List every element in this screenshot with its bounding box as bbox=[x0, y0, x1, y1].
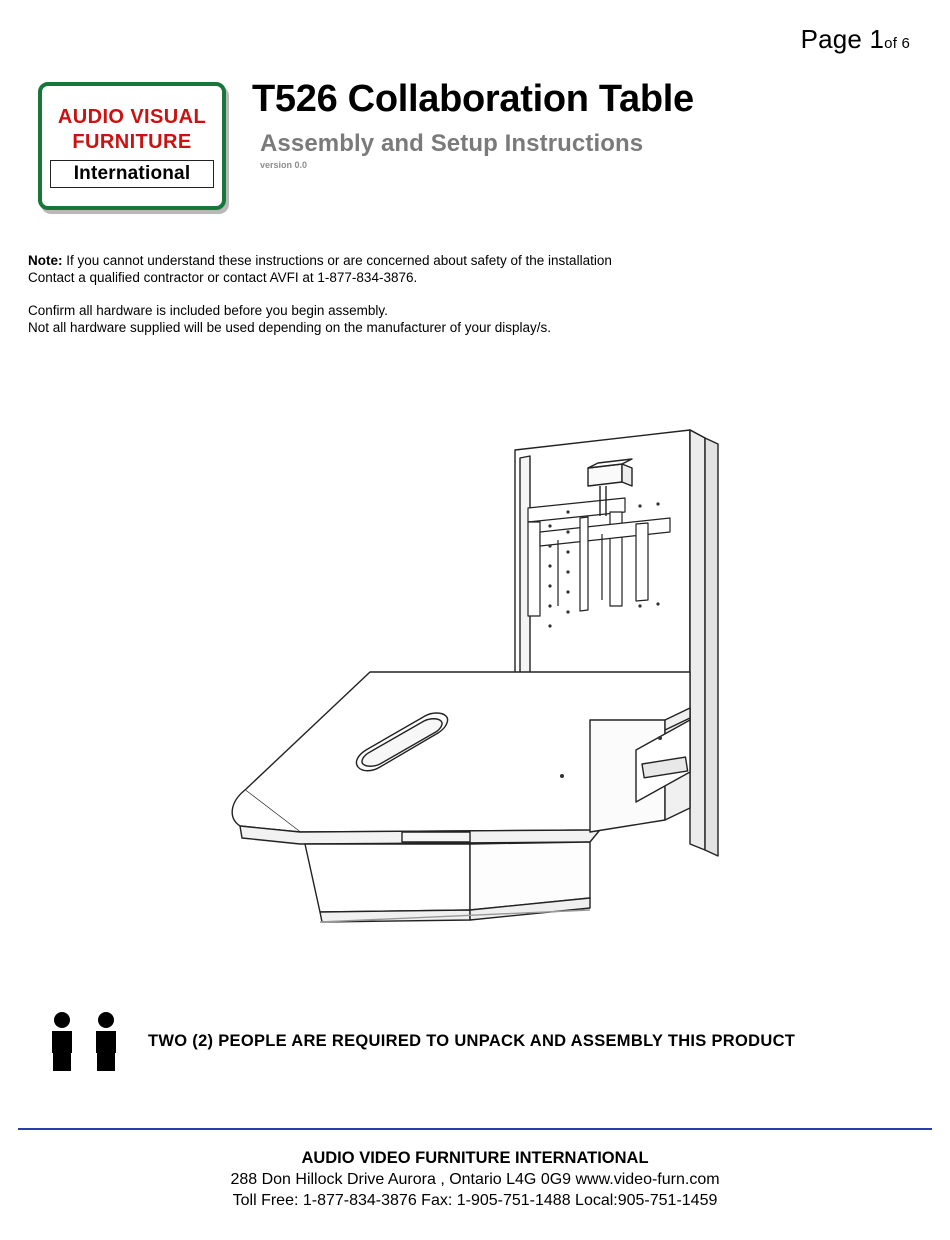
page-number-label: Page 1 bbox=[800, 24, 885, 54]
logo-line-international: International bbox=[50, 160, 214, 188]
page-title: T526 Collaboration Table bbox=[252, 78, 694, 120]
modesty-panel bbox=[305, 842, 590, 922]
footer-phone: Toll Free: 1-877-834-3876 Fax: 1-905-751-1488 Local:905-751-1459 bbox=[232, 1192, 718, 1209]
note-text: If you cannot understand these instructions or are concerned about safety of the installation bbox=[62, 253, 612, 268]
notes-spacer bbox=[28, 286, 788, 302]
notes-block bbox=[28, 252, 788, 336]
product-illustration bbox=[170, 420, 790, 980]
note-contact-line: Contact a qualified contractor or contact AVFI at 1-877-834-3876. bbox=[28, 270, 418, 285]
note-hardware-line-1: Confirm all hardware is included before you begin assembly. bbox=[28, 303, 388, 318]
side-cabinet bbox=[590, 708, 690, 832]
version-label: version 0.0 bbox=[260, 160, 308, 170]
logo-line-furniture: FURNITURE bbox=[72, 130, 192, 153]
title-block bbox=[252, 78, 912, 170]
page-subtitle: Assembly and Setup Instructions bbox=[260, 130, 644, 157]
logo-inner bbox=[50, 105, 214, 188]
footer bbox=[0, 1148, 950, 1211]
warning-text: TWO (2) PEOPLE ARE REQUIRED TO UNPACK AND ASSEMBLY THIS PRODUCT bbox=[148, 1031, 796, 1050]
footer-divider bbox=[18, 1128, 932, 1130]
warning-row bbox=[44, 1010, 914, 1072]
page-number-of: of 6 bbox=[884, 35, 910, 52]
two-people-icon bbox=[44, 1010, 144, 1072]
company-logo bbox=[38, 82, 226, 210]
logo-line-audio-visual: AUDIO VISUAL bbox=[57, 105, 207, 128]
note-hardware-line-2: Not all hardware supplied will be used depending on the manufacturer of your display/s. bbox=[28, 320, 552, 335]
note-label: Note: bbox=[28, 253, 63, 268]
footer-company: AUDIO VIDEO FURNITURE INTERNATIONAL bbox=[301, 1149, 649, 1167]
footer-address: 288 Don Hillock Drive Aurora , Ontario L4G 0G9 www.video-furn.com bbox=[230, 1171, 720, 1188]
note-line-1 bbox=[28, 252, 788, 269]
page-number bbox=[801, 24, 910, 55]
